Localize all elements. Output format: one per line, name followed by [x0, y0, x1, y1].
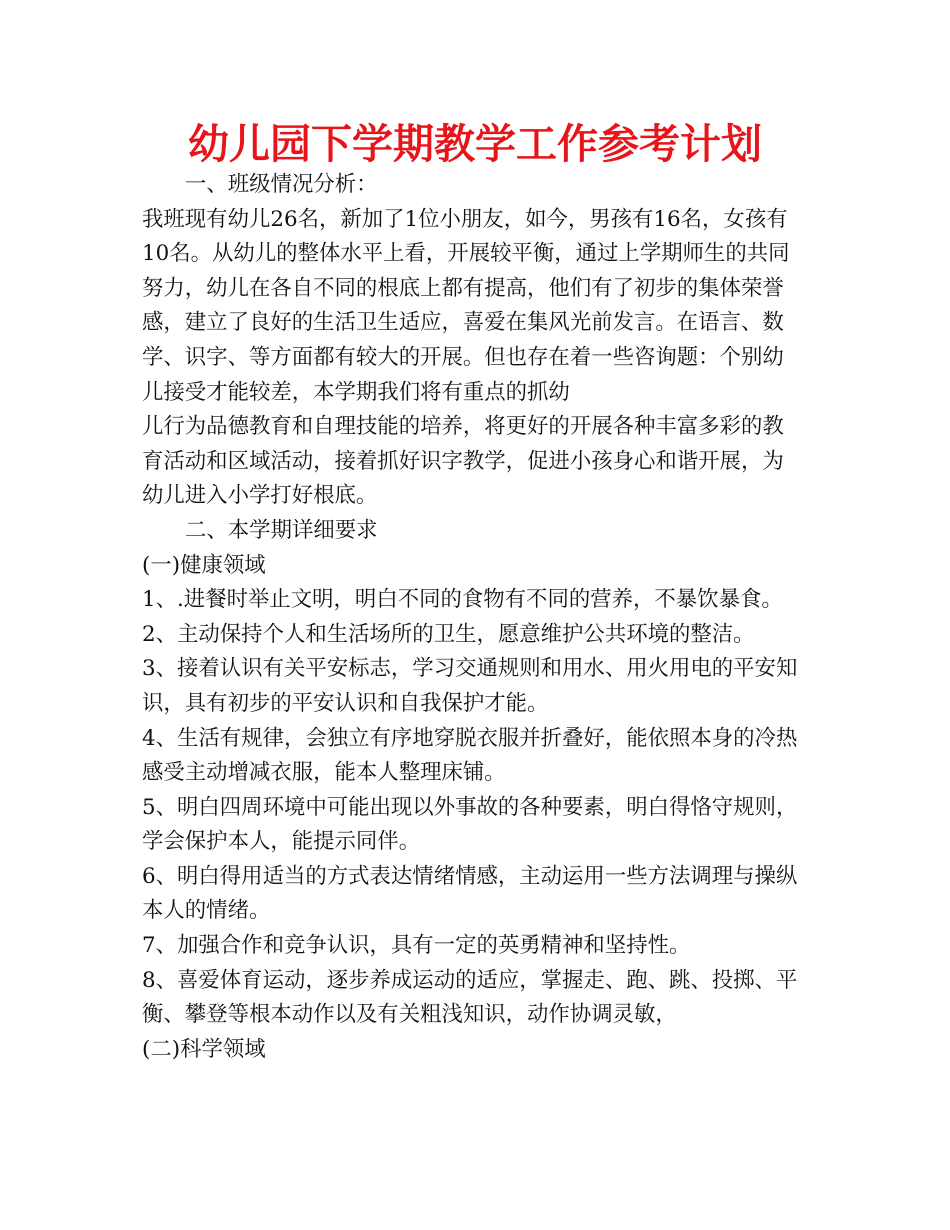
text-line: 幼儿进入小学打好根底。: [142, 483, 378, 509]
text-line: 4、生活有规律，会独立有序地穿脱衣服并折叠好，能依照本身的冷热: [142, 725, 798, 751]
text-line: 儿行为品德教育和自理技能的培养，将更好的开展各种丰富多彩的教: [142, 414, 784, 440]
text-line: 7、加强合作和竞争认识，具有一定的英勇精神和坚持性。: [142, 933, 691, 959]
text-line: 一、班级情况分析：: [185, 172, 378, 197]
text-line: (二)科学领域: [142, 1036, 266, 1062]
text-line: 5、明白四周环境中可能出现以外事故的各种要素，明白得恪守规则，: [142, 794, 798, 820]
text-line: 儿接受才能较差，本学期我们将有重点的抓幼: [142, 379, 570, 405]
text-line: (一)健康领域: [142, 552, 266, 578]
text-line: 学、识字、等方面都有较大的开展。但也存在着一些咨询题：个别幼: [142, 344, 784, 370]
document-body: [142, 168, 812, 1067]
text-line: 育活动和区域活动，接着抓好识字教学，促进小孩身心和谐开展，为: [142, 448, 784, 474]
text-line: 3、接着认识有关平安标志，学习交通规则和用水、用火用电的平安知: [142, 656, 798, 682]
text-line: 努力，幼儿在各自不同的根底上都有提高，他们有了初步的集体荣誉: [142, 275, 784, 301]
text-line: 感，建立了良好的生活卫生适应，喜爱在集风光前发言。在语言、数: [142, 310, 784, 336]
text-line: 识，具有初步的平安认识和自我保护才能。: [142, 690, 549, 716]
text-line: 本人的情绪。: [142, 898, 271, 924]
text-line: 8、喜爱体育运动，逐步养成运动的适应，掌握走、跑、跳、投掷、平: [142, 967, 798, 993]
text-line: 6、明白得用适当的方式表达情绪情感，主动运用一些方法调理与操纵: [142, 863, 798, 889]
document-title: 幼儿园下学期教学工作参考计划: [188, 120, 762, 168]
text-line: 2、主动保持个人和生活场所的卫生，愿意维护公共环境的整洁。: [142, 621, 755, 647]
text-line: 我班现有幼儿26名，新加了1位小朋友，如今，男孩有16名，女孩有: [142, 206, 788, 232]
text-line: 二、本学期详细要求: [185, 517, 378, 543]
text-line: 1、.进餐时举止文明，明白不同的食物有不同的营养，不暴饮暴食。: [142, 587, 783, 613]
text-line: 感受主动增减衣服，能本人整理床铺。: [142, 760, 506, 786]
text-line: 10名。从幼儿的整体水平上看，开展较平衡，通过上学期师生的共同: [142, 241, 790, 267]
text-line: 学会保护本人，能提示同伴。: [142, 829, 421, 855]
text-line: 衡、攀登等根本动作以及有关粗浅知识，动作协调灵敏，: [142, 1002, 677, 1028]
